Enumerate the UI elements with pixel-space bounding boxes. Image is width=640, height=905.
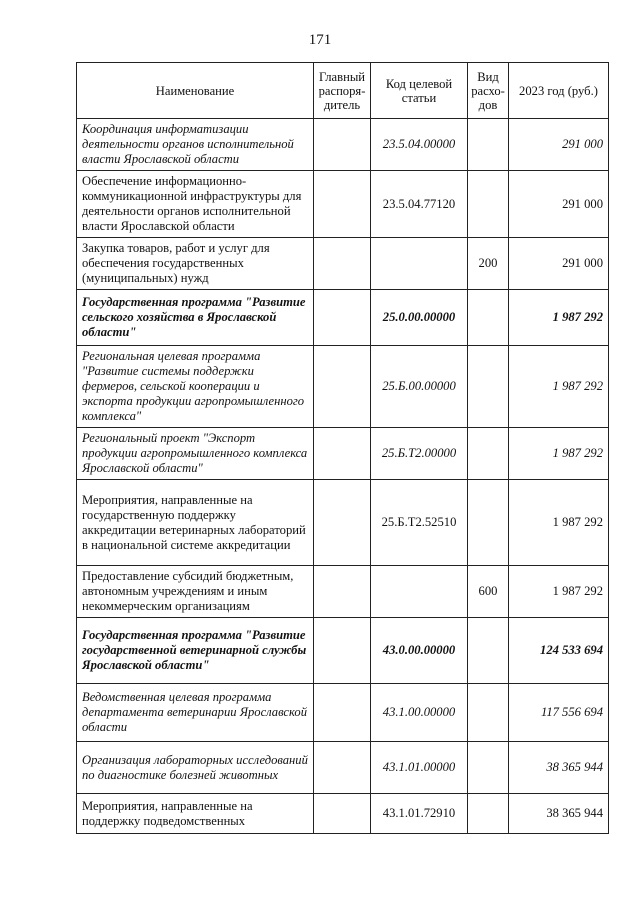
table-row (77, 119, 609, 171)
cell-admin (314, 171, 371, 238)
cell-name: Организация лабораторных исследований по диагностике болезней животных (77, 742, 314, 794)
header-admin: Главный распоря-дитель (314, 63, 371, 119)
cell-sum: 1 987 292 (509, 428, 609, 480)
cell-code: 25.Б.00.00000 (371, 346, 468, 428)
cell-sum: 117 556 694 (509, 684, 609, 742)
cell-sum: 291 000 (509, 119, 609, 171)
cell-admin (314, 684, 371, 742)
table-row (77, 480, 609, 566)
header-name: Наименование (77, 63, 314, 119)
cell-code (371, 238, 468, 290)
cell-code: 43.1.01.72910 (371, 794, 468, 834)
table-row (77, 171, 609, 238)
cell-type: 600 (468, 566, 509, 618)
page-number: 171 (308, 32, 332, 48)
cell-admin (314, 480, 371, 566)
cell-name: Региональная целевая программа "Развитие системы поддержки фермеров, сельской кооперации и экспорта продукции агропромышленного комплекса" (77, 346, 314, 428)
header-code: Код целевой статьи (371, 63, 468, 119)
cell-code: 25.0.00.00000 (371, 290, 468, 346)
table-row (77, 794, 609, 834)
cell-name: Обеспечение информационно-коммуникационной инфраструктуры для деятельности органов исполнительной власти Ярославской области (77, 171, 314, 238)
table-body (77, 119, 609, 834)
cell-sum: 291 000 (509, 171, 609, 238)
table-row (77, 238, 609, 290)
cell-code (371, 566, 468, 618)
cell-code: 43.0.00.00000 (371, 618, 468, 684)
cell-sum: 1 987 292 (509, 566, 609, 618)
header-row (77, 63, 609, 119)
table-row (77, 684, 609, 742)
cell-type (468, 618, 509, 684)
cell-sum: 124 533 694 (509, 618, 609, 684)
cell-type (468, 480, 509, 566)
table-row (77, 566, 609, 618)
cell-code: 43.1.00.00000 (371, 684, 468, 742)
cell-code: 23.5.04.00000 (371, 119, 468, 171)
cell-code: 25.Б.Т2.00000 (371, 428, 468, 480)
cell-name: Мероприятия, направленные на поддержку подведомственных (77, 794, 314, 834)
cell-sum: 1 987 292 (509, 290, 609, 346)
cell-admin (314, 428, 371, 480)
cell-type (468, 346, 509, 428)
header-type: Вид расхо-дов (468, 63, 509, 119)
cell-admin (314, 742, 371, 794)
cell-sum: 1 987 292 (509, 346, 609, 428)
header-year: 2023 год (руб.) (509, 63, 609, 119)
cell-sum: 38 365 944 (509, 742, 609, 794)
cell-code: 23.5.04.77120 (371, 171, 468, 238)
cell-admin (314, 346, 371, 428)
cell-type (468, 684, 509, 742)
cell-admin (314, 238, 371, 290)
cell-type (468, 290, 509, 346)
cell-name: Ведомственная целевая программа департамента ветеринарии Ярославской области (77, 684, 314, 742)
table-row (77, 346, 609, 428)
cell-type (468, 742, 509, 794)
table-row (77, 618, 609, 684)
budget-table (76, 62, 609, 834)
cell-type (468, 119, 509, 171)
cell-name: Государственная программа "Развитие государственной ветеринарной службы Ярославской области" (77, 618, 314, 684)
cell-admin (314, 566, 371, 618)
cell-admin (314, 119, 371, 171)
cell-admin (314, 290, 371, 346)
cell-type (468, 428, 509, 480)
cell-admin (314, 618, 371, 684)
cell-name: Региональный проект "Экспорт продукции агропромышленного комплекса Ярославской области" (77, 428, 314, 480)
cell-name: Государственная программа "Развитие сельского хозяйства в Ярославской области" (77, 290, 314, 346)
cell-name: Закупка товаров, работ и услуг для обеспечения государственных (муниципальных) нужд (77, 238, 314, 290)
cell-sum: 291 000 (509, 238, 609, 290)
table-row (77, 428, 609, 480)
table-row (77, 290, 609, 346)
cell-type (468, 171, 509, 238)
cell-name: Предоставление субсидий бюджетным, автономным учреждениям и иным некоммерческим организациям (77, 566, 314, 618)
cell-name: Мероприятия, направленные на государственную поддержку аккредитации ветеринарных лабораторий в национальной системе аккредитации (77, 480, 314, 566)
cell-type: 200 (468, 238, 509, 290)
cell-name: Координация информатизации деятельности органов исполнительной власти Ярославской области (77, 119, 314, 171)
table-row (77, 742, 609, 794)
cell-sum: 1 987 292 (509, 480, 609, 566)
cell-type (468, 794, 509, 834)
cell-sum: 38 365 944 (509, 794, 609, 834)
cell-admin (314, 794, 371, 834)
cell-code: 25.Б.Т2.52510 (371, 480, 468, 566)
cell-code: 43.1.01.00000 (371, 742, 468, 794)
